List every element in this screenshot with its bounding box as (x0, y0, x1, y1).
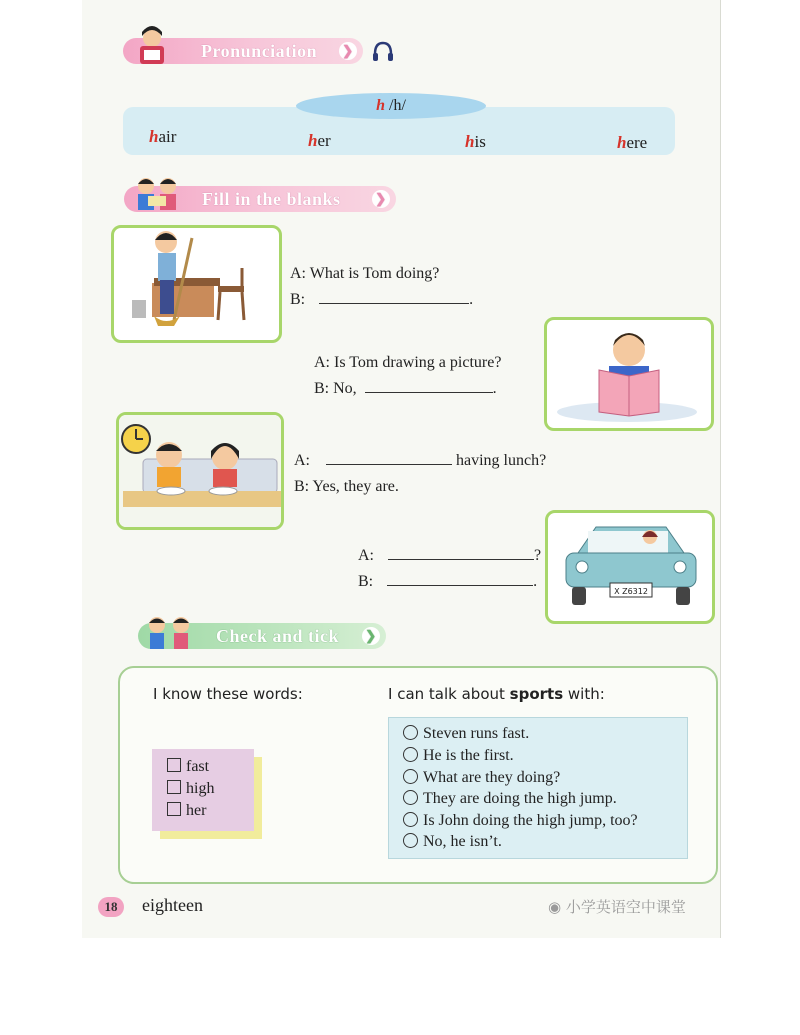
dialog-2-b-label: B: No, (314, 380, 357, 397)
sentence-item[interactable]: Is John doing the high jump, too? (403, 812, 638, 830)
sentence-item[interactable]: Steven runs fast. (403, 725, 529, 743)
arrow-right-icon: ❯ (372, 190, 390, 208)
sound-letter: h (376, 97, 385, 114)
car-plate: X Z6312 (614, 587, 648, 596)
kids-reading-icon (130, 174, 186, 214)
talk-heading-topic: sports (509, 685, 564, 703)
sentence-item[interactable]: He is the first. (403, 747, 514, 765)
answer-blank-3[interactable] (326, 450, 452, 465)
pronunciation-title: Pronunciation (201, 41, 318, 61)
word-item[interactable]: fast (167, 758, 209, 776)
arrow-right-icon: ❯ (362, 627, 380, 645)
pron-word-hair: hair (149, 127, 177, 146)
picture-tom-sweeping (111, 225, 282, 343)
dialog-1-b-label: B: (290, 291, 306, 308)
radio-circle[interactable] (403, 769, 418, 784)
fill-blanks-title: Fill in the blanks (202, 189, 341, 209)
answer-blank-4b[interactable] (387, 571, 533, 586)
pron-word-her: her (308, 131, 331, 150)
dialog-4-a-label: A: (358, 547, 374, 564)
check-tick-title: Check and tick (216, 626, 340, 646)
page-number-word: eighteen (142, 895, 203, 915)
kids-cheering-icon (142, 614, 196, 652)
words-heading: I know these words: (153, 685, 303, 703)
picture-tom-reading (544, 317, 714, 431)
arrow-right-icon: ❯ (339, 42, 357, 60)
headphones-icon (371, 40, 395, 64)
dialog-1: A: What is Tom doing? B: . (290, 261, 473, 313)
word-item[interactable]: her (167, 802, 206, 820)
picture-kids-lunch (116, 412, 284, 530)
dialog-3 (294, 448, 546, 500)
picture-car-driving (545, 510, 715, 624)
answer-blank-2[interactable] (365, 378, 493, 393)
radio-circle[interactable] (403, 833, 418, 848)
dialog-4-b-label: B: (358, 573, 374, 590)
girl-reading-icon (132, 24, 172, 68)
pron-word-his: his (465, 132, 486, 151)
talk-heading: I can talk about sports with: (388, 685, 605, 703)
dialog-2-question: A: Is Tom drawing a picture? (314, 354, 502, 371)
pron-word-here: here (617, 133, 648, 152)
radio-circle[interactable] (403, 725, 418, 740)
word-item[interactable]: high (167, 780, 214, 798)
wechat-icon: ◉ (548, 898, 562, 916)
page-number-badge: 18 (98, 897, 124, 917)
answer-blank-4a[interactable] (388, 545, 534, 560)
radio-circle[interactable] (403, 812, 418, 827)
sentence-item[interactable]: No, he isn’t. (403, 833, 502, 851)
dialog-4: A: ? B: . (358, 547, 542, 590)
watermark: ◉ 小学英语空中课堂 (548, 898, 686, 916)
sentence-item[interactable]: They are doing the high jump. (403, 790, 617, 808)
radio-circle[interactable] (403, 790, 418, 805)
dialog-1-question: A: What is Tom doing? (290, 265, 440, 282)
dialog-2: A: Is Tom drawing a picture? B: No, . (314, 350, 501, 402)
checkbox[interactable] (167, 758, 181, 772)
dialog-3-a-label: A: (294, 452, 310, 469)
answer-blank-1[interactable] (319, 289, 469, 304)
checkbox[interactable] (167, 802, 181, 816)
dialog-3-question-tail: having lunch? (456, 452, 547, 469)
sentence-item[interactable]: What are they doing? (403, 769, 560, 787)
sound-oval (296, 93, 486, 119)
radio-circle[interactable] (403, 747, 418, 762)
checkbox[interactable] (167, 780, 181, 794)
sound-ipa: /h/ (389, 97, 406, 114)
dialog-3-answer: B: Yes, they are. (294, 478, 399, 495)
